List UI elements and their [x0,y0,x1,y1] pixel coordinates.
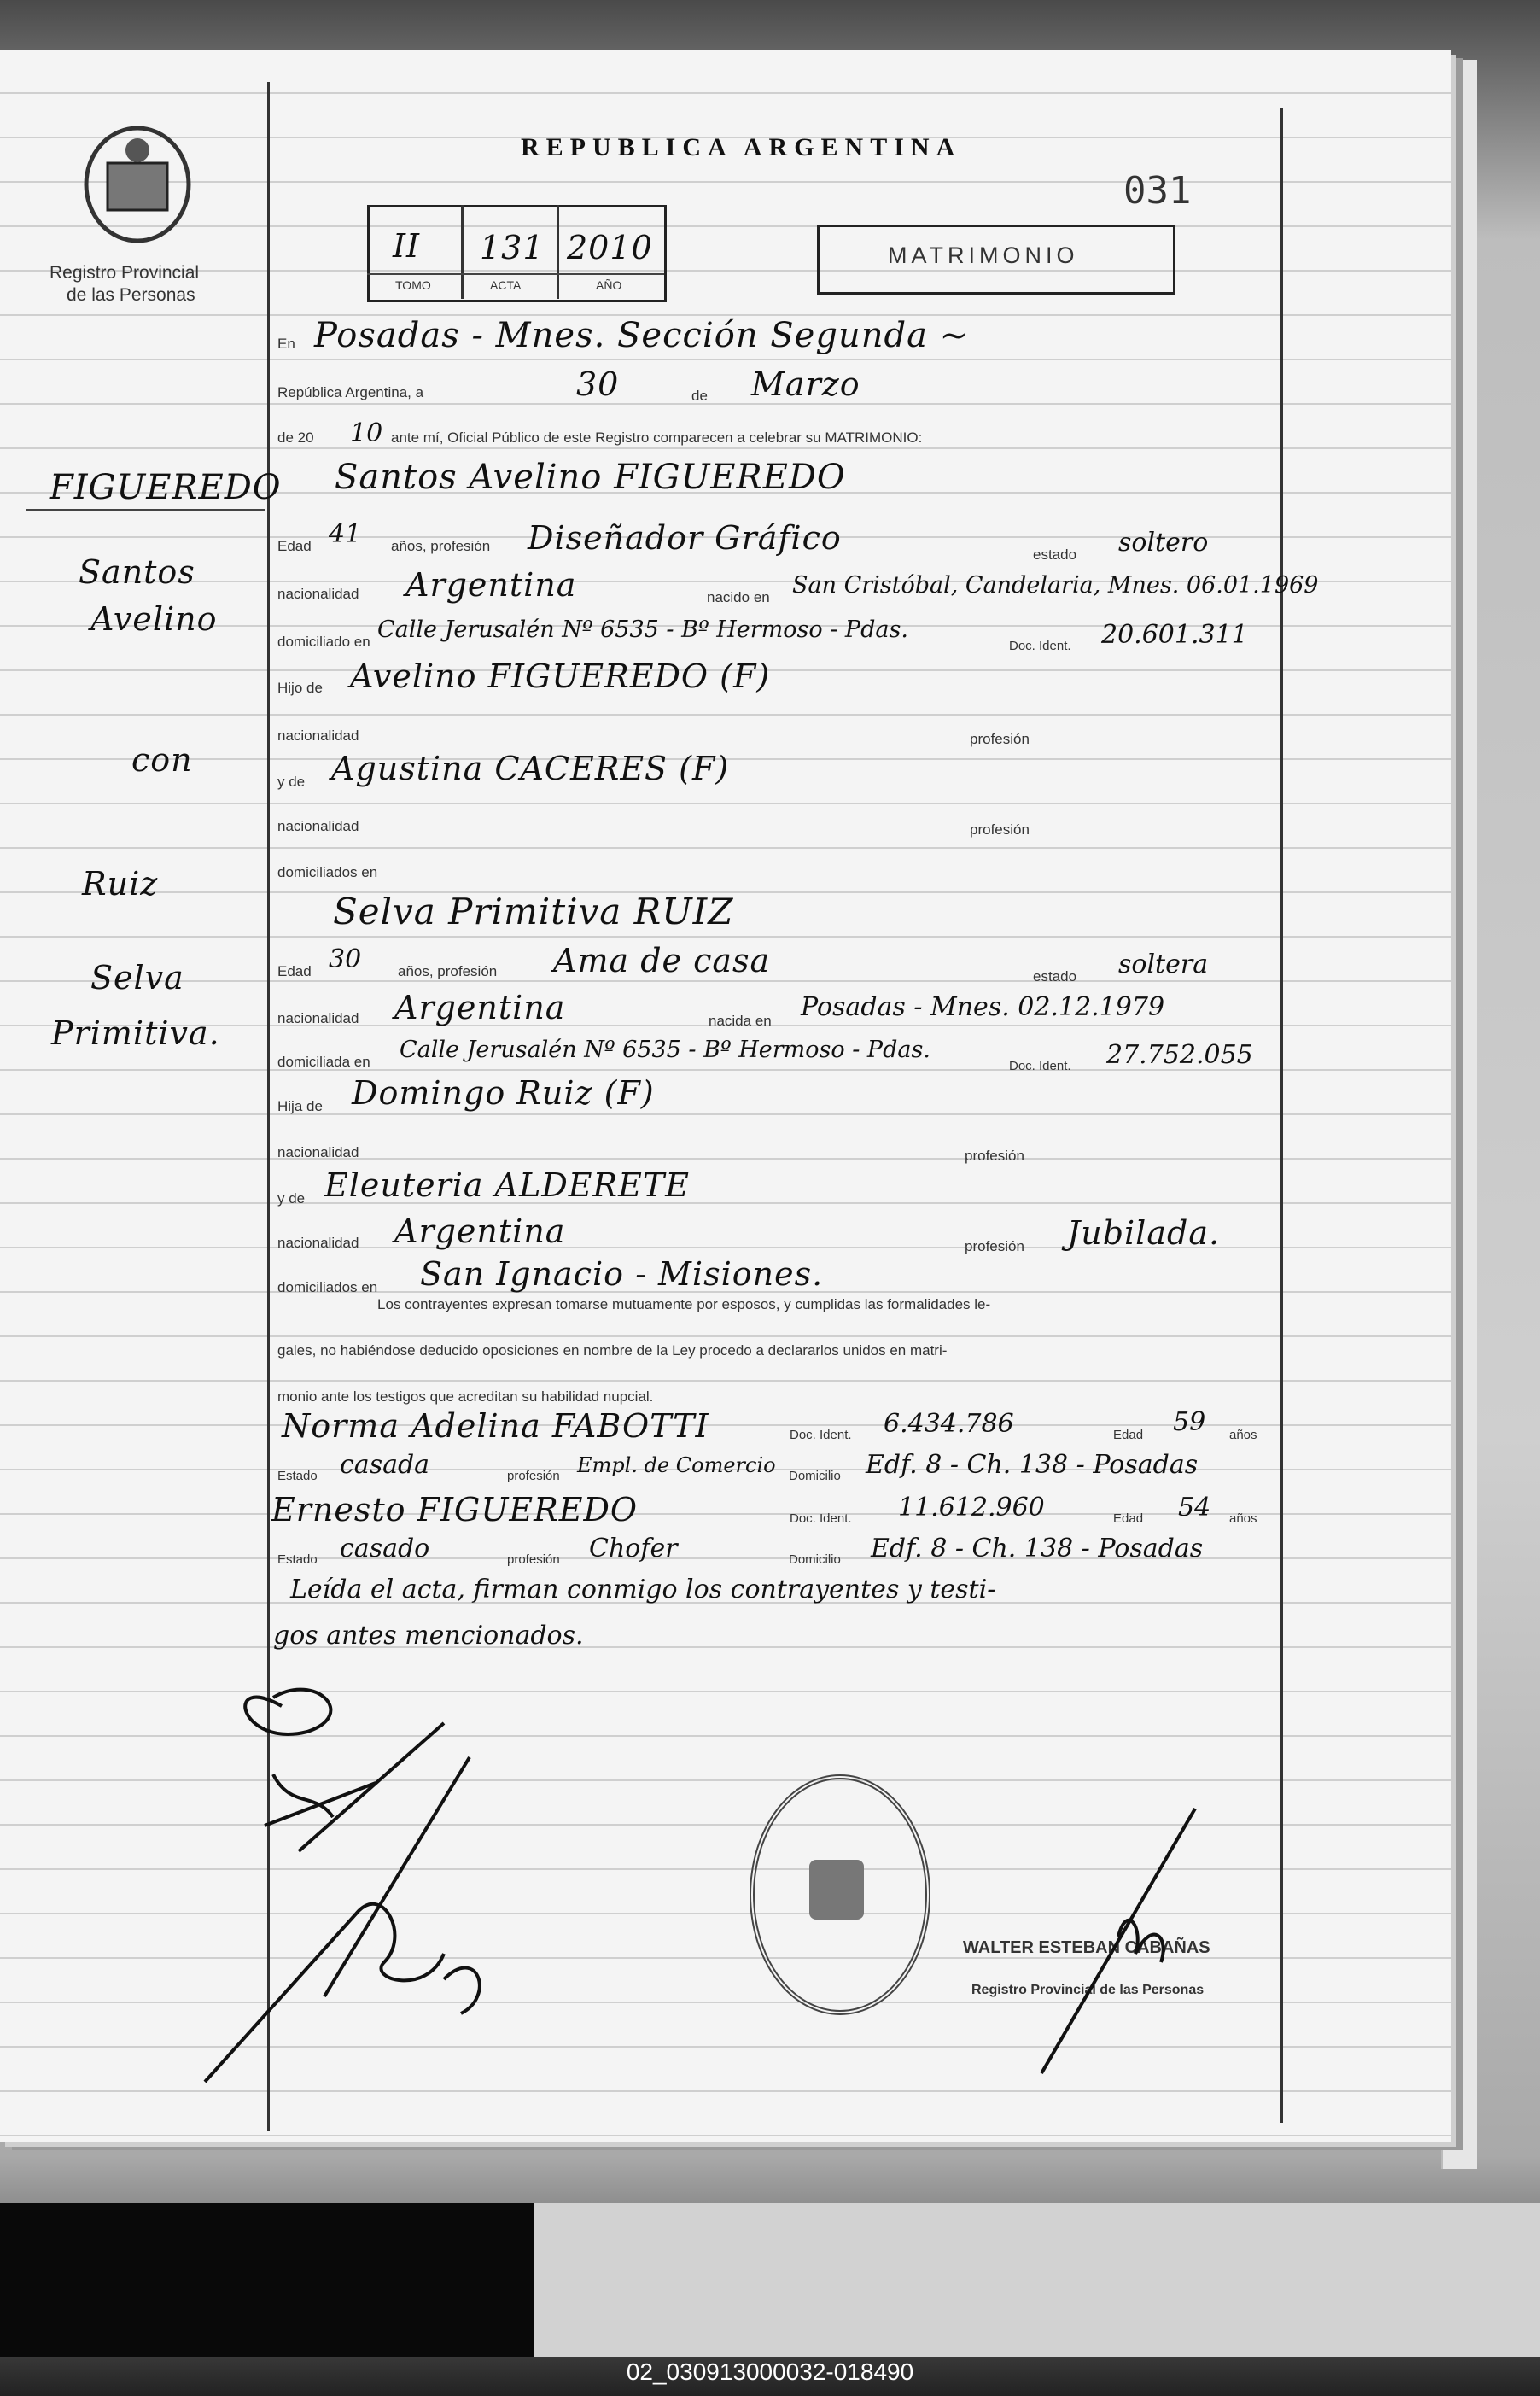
witness2-status-label: Estado [277,1552,318,1567]
register-page [0,50,1451,2142]
witness2-doc-label: Doc. Ident. [790,1511,852,1526]
volume-divider [557,205,559,299]
witness1-domicile-label: Domicilio [789,1469,841,1483]
closing-line2: gos antes mencionados. [273,1621,584,1651]
bride-status: soltera [1118,950,1209,979]
bride-parents-domicile-label: domiciliados en [277,1279,378,1295]
bride-profession-label: años, profesión [398,963,498,979]
witness2-doc: 11.612.960 [898,1493,1045,1522]
groom-profession-label: años, profesión [391,538,491,554]
groom-profession: Diseñador Gráfico [528,519,842,557]
volume-label-rule [367,273,664,275]
bride-born: Posadas - Mnes. 02.12.1979 [801,992,1165,1022]
scan-dark-corner [0,2203,534,2357]
signatures-drawing [188,1655,529,2099]
place-value: Posadas - Mnes. Sección Segunda ~ [314,316,970,355]
margin-note-underline [26,509,265,511]
bride-status-label: estado [1033,968,1077,985]
groom-nationality-label: nacionalidad [277,586,359,602]
witness1-domicile: Edf. 8 - Ch. 138 - Posadas [866,1450,1199,1480]
groom-name: Santos Avelino FIGUEREDO [335,458,846,497]
bride-nationality: Argentina [394,989,566,1026]
bride-doc: 27.752.055 [1106,1040,1253,1070]
bride-father-prof-label: profesión [965,1148,1024,1164]
groom-doc: 20.601.311 [1101,620,1248,650]
registry-seal-icon [82,125,193,244]
witness1-profession-label: profesión [507,1469,560,1483]
groom-father-label: Hijo de [277,680,323,696]
bride-domicile-label: domiciliada en [277,1054,370,1070]
groom-mother-nat-label: nacionalidad [277,818,359,834]
witness2-age: 54 [1178,1493,1211,1522]
tomo-label: TOMO [395,278,431,292]
groom-status: soltero [1118,528,1209,558]
witness1-doc-label: Doc. Ident. [790,1428,852,1442]
page-number: 031 [1123,169,1192,213]
date-de-label: de [691,388,708,404]
groom-domicile: Calle Jerusalén Nº 6535 - Bº Hermoso - Pdas. [377,617,908,643]
witness1-age: 59 [1173,1407,1206,1437]
groom-domicile-label: domiciliado en [277,634,370,650]
body-text-line2: gales, no habiéndose deducido oposiciones en nombre de la Ley procedo a declararlos unidos en matri- [277,1342,948,1359]
bride-name: Selva Primitiva RUIZ [333,891,734,932]
ano-label: AÑO [596,278,622,292]
witness2-anos-label: años [1229,1511,1257,1526]
groom-father: Avelino FIGUEREDO (F) [350,657,771,695]
tomo-value: II [393,227,421,265]
bride-nationality-label: nacionalidad [277,1010,359,1026]
year-suffix: 10 [350,418,383,448]
bride-mother: Eleuteria ALDERETE [324,1166,690,1204]
acta-value: 131 [480,229,545,266]
bride-mother-label: y de [277,1190,306,1207]
groom-nationality: Argentina [405,566,577,604]
date-month: Marzo [751,365,860,403]
stamp-emblem-icon [809,1860,864,1920]
groom-parents-domicile-label: domiciliados en [277,864,378,880]
bride-father: Domingo Ruiz (F) [352,1074,655,1112]
groom-born: San Cristóbal, Candelaria, Mnes. 06.01.1969 [792,572,1319,599]
closing-line1: Leída el acta, firman conmigo los contrayentes y testi- [290,1575,996,1604]
groom-status-label: estado [1033,546,1077,563]
margin-note-primitiva: Primitiva. [51,1014,220,1052]
volume-divider [461,205,464,299]
groom-mother-label: y de [277,774,306,790]
margin-note-name1: Santos [79,553,195,591]
bride-age-label: Edad [277,963,312,979]
bride-age: 30 [329,944,362,974]
witness2-age-label: Edad [1113,1511,1144,1526]
witness1-status: casada [340,1450,430,1480]
date-day: 30 [576,365,620,403]
year-intro-text: ante mí, Oficial Público de este Registro comparecen a celebrar su MATRIMONIO: [391,430,923,446]
bride-father-nat-label: nacionalidad [277,1144,359,1160]
groom-mother-prof-label: profesión [970,821,1030,838]
witness2-name: Ernesto FIGUEREDO [271,1491,639,1528]
witness1-age-label: Edad [1113,1428,1144,1442]
bride-doc-label: Doc. Ident. [1009,1059,1071,1073]
witness2-profession-label: profesión [507,1552,560,1567]
witness1-anos-label: años [1229,1428,1257,1442]
country-title: REPUBLICA ARGENTINA [521,133,962,161]
margin-note-ruiz: Ruiz [82,865,159,903]
witness2-domicile: Edf. 8 - Ch. 138 - Posadas [871,1534,1204,1563]
groom-mother: Agustina CACERES (F) [331,750,730,787]
bride-mother-nationality: Argentina [394,1213,566,1250]
margin-note-surname: FIGUEREDO [50,468,282,507]
bride-mother-nat-label: nacionalidad [277,1235,359,1251]
groom-born-label: nacido en [707,589,770,605]
bride-father-label: Hija de [277,1098,323,1114]
bride-domicile: Calle Jerusalén Nº 6535 - Bº Hermoso - Pdas. [400,1037,930,1063]
right-rule [1280,108,1283,2123]
witness1-status-label: Estado [277,1469,318,1483]
bride-mother-prof-label: profesión [965,1238,1024,1254]
bride-parents-domicile: San Ignacio - Misiones. [420,1255,824,1293]
witness1-name: Norma Adelina FABOTTI [282,1407,709,1445]
year-de-label: de 20 [277,430,314,446]
record-type: MATRIMONIO [888,243,1079,268]
margin-note-selva: Selva [90,959,184,996]
body-text-line3: monio ante los testigos que acreditan su habilidad nupcial. [277,1388,654,1405]
officer-name: WALTER ESTEBAN CABAÑAS [963,1938,1210,1957]
margin-note-name2: Avelino [90,600,218,638]
file-code: 02_030913000032-018490 [626,2358,914,2385]
groom-father-prof-label: profesión [970,731,1030,747]
scan-light-strip [534,2203,1540,2357]
witness2-status: casado [340,1534,430,1563]
witness2-profession: Chofer [589,1534,678,1563]
groom-father-nat-label: nacionalidad [277,728,359,744]
registry-name-line2: de las Personas [67,285,195,305]
witness2-domicile-label: Domicilio [789,1552,841,1567]
witness1-profession: Empl. de Comercio [577,1453,776,1477]
place-label: En [277,336,295,352]
registry-name-line1: Registro Provincial [50,263,200,283]
groom-age: 41 [329,519,362,549]
groom-age-label: Edad [277,538,312,554]
ano-value: 2010 [567,229,653,266]
acta-label: ACTA [490,278,522,292]
margin-note-con: con [131,741,193,779]
body-text-line1: Los contrayentes expresan tomarse mutuamente por esposos, y cumplidas las formalidades le- [377,1296,991,1312]
bride-born-label: nacida en [709,1013,772,1029]
officer-signature-drawing [1033,1791,1204,2082]
officer-role: Registro Provincial de las Personas [971,1983,1205,1997]
date-country-label: República Argentina, a [277,384,424,400]
groom-doc-label: Doc. Ident. [1009,639,1071,653]
bride-mother-profession: Jubilada. [1067,1214,1221,1252]
witness1-doc: 6.434.786 [884,1409,1014,1439]
bride-profession: Ama de casa [553,942,771,979]
